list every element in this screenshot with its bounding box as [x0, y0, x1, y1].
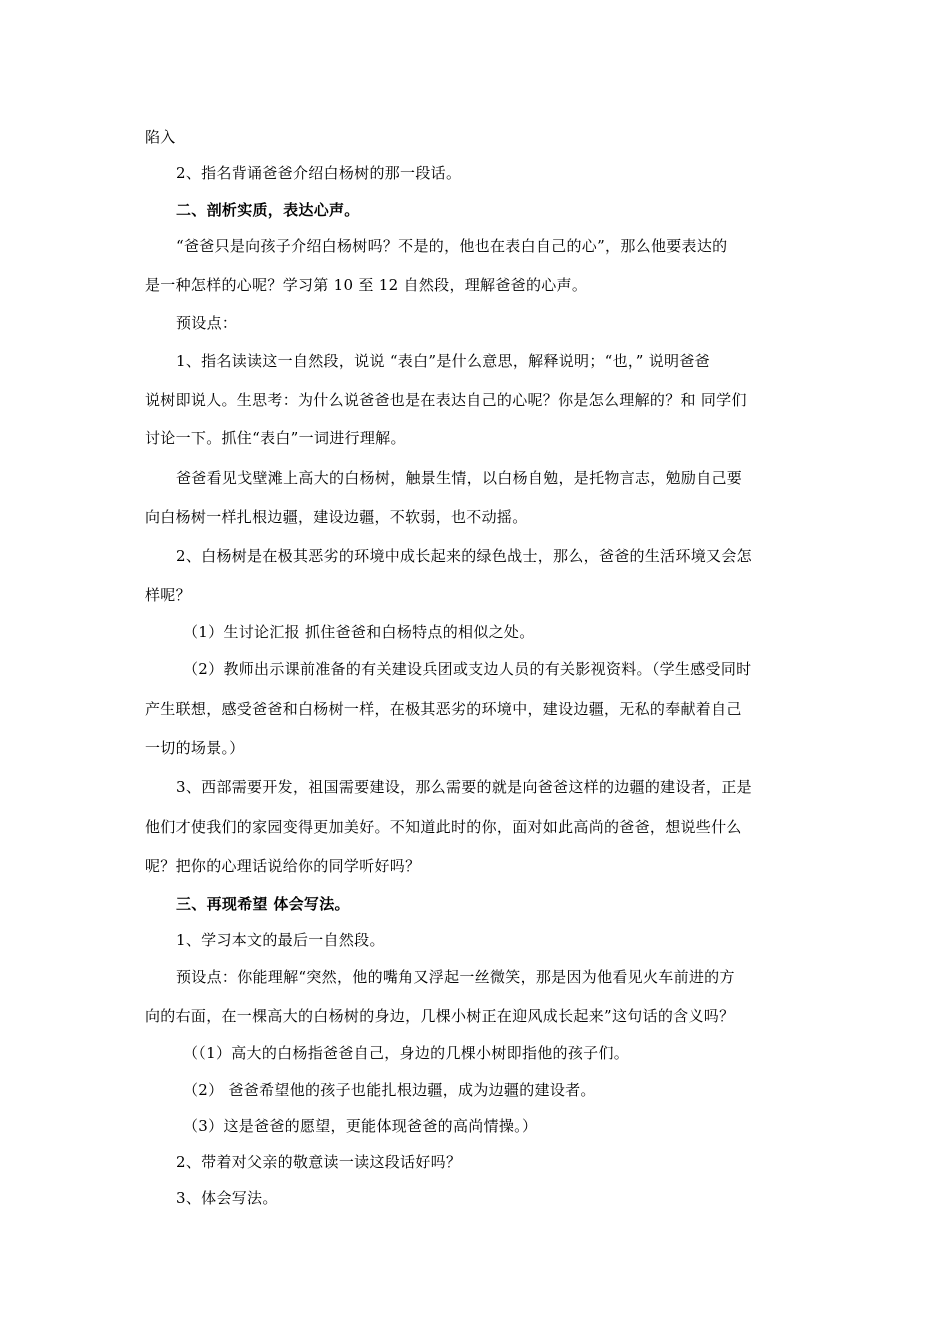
text-line: 爸爸看见戈壁滩上高大的白杨树，触景生情，以白杨自勉，是托物言志，勉励自己要: [176, 469, 743, 487]
section-heading: 二、剖析实质，表达心声。: [176, 201, 360, 219]
text-line: 2、指名背诵爸爸介绍白杨树的那一段话。: [176, 164, 462, 182]
text-line: （2）教师出示课前准备的有关建设兵团或支边人员的有关影视资料。（学生感受同时: [183, 660, 752, 678]
text-line: 一切的场景。）: [145, 739, 245, 757]
text-line: “爸爸只是向孩子介绍白杨树吗？不是的，他也在表白自己的心”，那么他要表达的: [176, 237, 728, 255]
text-line: （1）生讨论汇报 抓住爸爸和白杨特点的相似之处。: [183, 623, 535, 641]
text-line: 呢？把你的心理话说给你的同学听好吗？: [145, 857, 421, 875]
text-line: 陷入: [145, 128, 176, 146]
text-line: 向的右面，在一棵高大的白杨树的身边，几棵小树正在迎风成长起来”这句话的含义吗？: [145, 1007, 735, 1025]
text-line: （（1）高大的白杨指爸爸自己，身边的几棵小树即指他的孩子们。: [183, 1044, 630, 1062]
text-line: 是一种怎样的心呢？学习第 10 至 12 自然段，理解爸爸的心声。: [145, 276, 588, 294]
text-line: 预设点：: [176, 314, 238, 332]
text-line: （2） 爸爸希望他的孩子也能扎根边疆，成为边疆的建设者。: [183, 1081, 596, 1099]
text-line: 他们才使我们的家园变得更加美好。不知道此时的你，面对如此高尚的爸爸，想说些什么: [145, 818, 742, 836]
text-line: 说树即说人。生思考：为什么说爸爸也是在表达自己的心呢？你是怎么理解的？和 同学们: [145, 391, 747, 409]
text-line: 1、指名读读这一自然段，说说 “表白”是什么意思，解释说明；“也，” 说明爸爸: [176, 352, 710, 370]
text-line: 1、学习本文的最后一自然段。: [176, 931, 385, 949]
text-line: 3、西部需要开发，祖国需要建设，那么需要的就是向爸爸这样的边疆的建设者，正是: [176, 778, 752, 796]
text-line: 2、白杨树是在极其恶劣的环境中成长起来的绿色战士，那么，爸爸的生活环境又会怎: [176, 547, 752, 565]
text-line: 产生联想，感受爸爸和白杨树一样，在极其恶劣的环境中，建设边疆，无私的奉献着自己: [145, 700, 742, 718]
text-line: （3）这是爸爸的愿望，更能体现爸爸的高尚情操。）: [183, 1117, 538, 1135]
text-line: 样呢？: [145, 586, 191, 604]
text-line: 向白杨树一样扎根边疆，建设边疆，不软弱，也不动摇。: [145, 508, 528, 526]
text-line: 3、体会写法。: [176, 1189, 278, 1207]
text-line: 2、带着对父亲的敬意读一读这段话好吗？: [176, 1153, 462, 1171]
text-line: 预设点：你能理解“突然，他的嘴角又浮起一丝微笑，那是因为他看见火车前进的方: [176, 968, 735, 986]
text-line: 讨论一下。抓住“表白”一词进行理解。: [145, 429, 406, 447]
section-heading: 三、再现希望 体会写法。: [176, 895, 350, 913]
